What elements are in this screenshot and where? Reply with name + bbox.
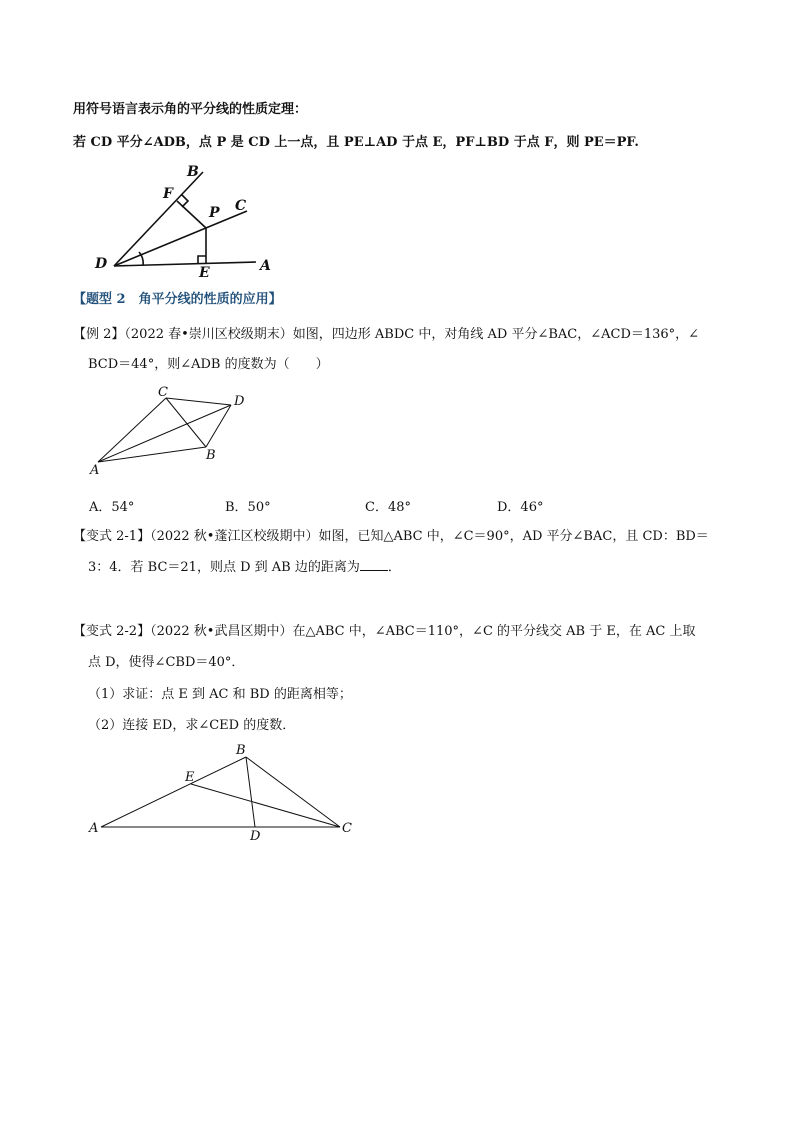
right-angle-mark-f	[182, 195, 188, 207]
label-d3: D	[250, 829, 261, 844]
label-f: F	[163, 186, 173, 202]
section-heading: 【题型 2 角平分线的性质的应用】	[73, 292, 282, 307]
option-c[interactable]: C．48°	[365, 500, 411, 515]
label-c2: C	[158, 385, 168, 400]
variant22-line-2: 点 D，使得∠CBD＝40°．	[88, 655, 245, 670]
example2-line-1: 【例 2】（2022 春•崇川区校级期末）如图，四边形 ABDC 中，对角线 AD 平分∠BAC，∠ACD＝136°，∠	[73, 327, 700, 342]
option-d[interactable]: D．46°	[497, 500, 544, 515]
option-a[interactable]: A．54°	[89, 500, 135, 515]
example2-line-2: BCD＝44°，则∠ADB 的度数为（ ）	[88, 357, 329, 372]
answer-blank[interactable]	[360, 558, 388, 571]
label-e: E	[199, 265, 210, 281]
label-b2: B	[206, 448, 216, 463]
label-d2: D	[234, 394, 245, 409]
label-a: A	[260, 258, 271, 274]
variant22-part-1: （1）求证：点 E 到 AC 和 BD 的距离相等；	[88, 687, 352, 702]
label-b: B	[187, 164, 199, 180]
ray-dc	[114, 211, 247, 266]
segment-pf	[177, 201, 206, 228]
ray-da	[114, 262, 256, 266]
label-b3: B	[236, 743, 246, 758]
option-b[interactable]: B．50°	[225, 500, 271, 515]
intro-line-1: 用符号语言表示角的平分线的性质定理：	[73, 102, 308, 117]
label-d: D	[95, 256, 108, 272]
label-p: P	[209, 205, 220, 221]
ray-db	[114, 172, 203, 266]
angle-arc-d	[139, 252, 143, 265]
right-angle-mark-e	[198, 256, 206, 263]
label-e3: E	[185, 770, 195, 785]
variant22-part-2: （2）连接 ED，求∠CED 的度数．	[88, 718, 296, 733]
variant21-line-1: 【变式 2-1】（2022 秋•蓬江区校级期中）如图，已知△ABC 中，∠C＝90°，AD 平分∠BAC，且 CD：BD＝	[73, 529, 709, 544]
label-c: C	[235, 198, 247, 214]
variant21-line-2-end: ．	[387, 560, 401, 575]
variant21-line-2-text: 3：4．若 BC＝21，则点 D 到 AB 边的距离为	[88, 560, 360, 575]
variant22-line-1: 【变式 2-2】（2022 秋•武昌区期中）在△ABC 中，∠ABC＝110°，∠C 的平分线交 AB 于 E，在 AC 上取	[73, 624, 696, 639]
label-a2: A	[90, 463, 100, 478]
label-a3: A	[89, 821, 99, 836]
label-c3: C	[342, 821, 352, 836]
variant21-line-2	[88, 558, 734, 578]
intro-line-2: 若 CD 平分∠ADB，点 P 是 CD 上一点，且 PE⊥AD 于点 E，PF⊥BD 于点 F，则 PE＝PF.	[73, 135, 639, 150]
